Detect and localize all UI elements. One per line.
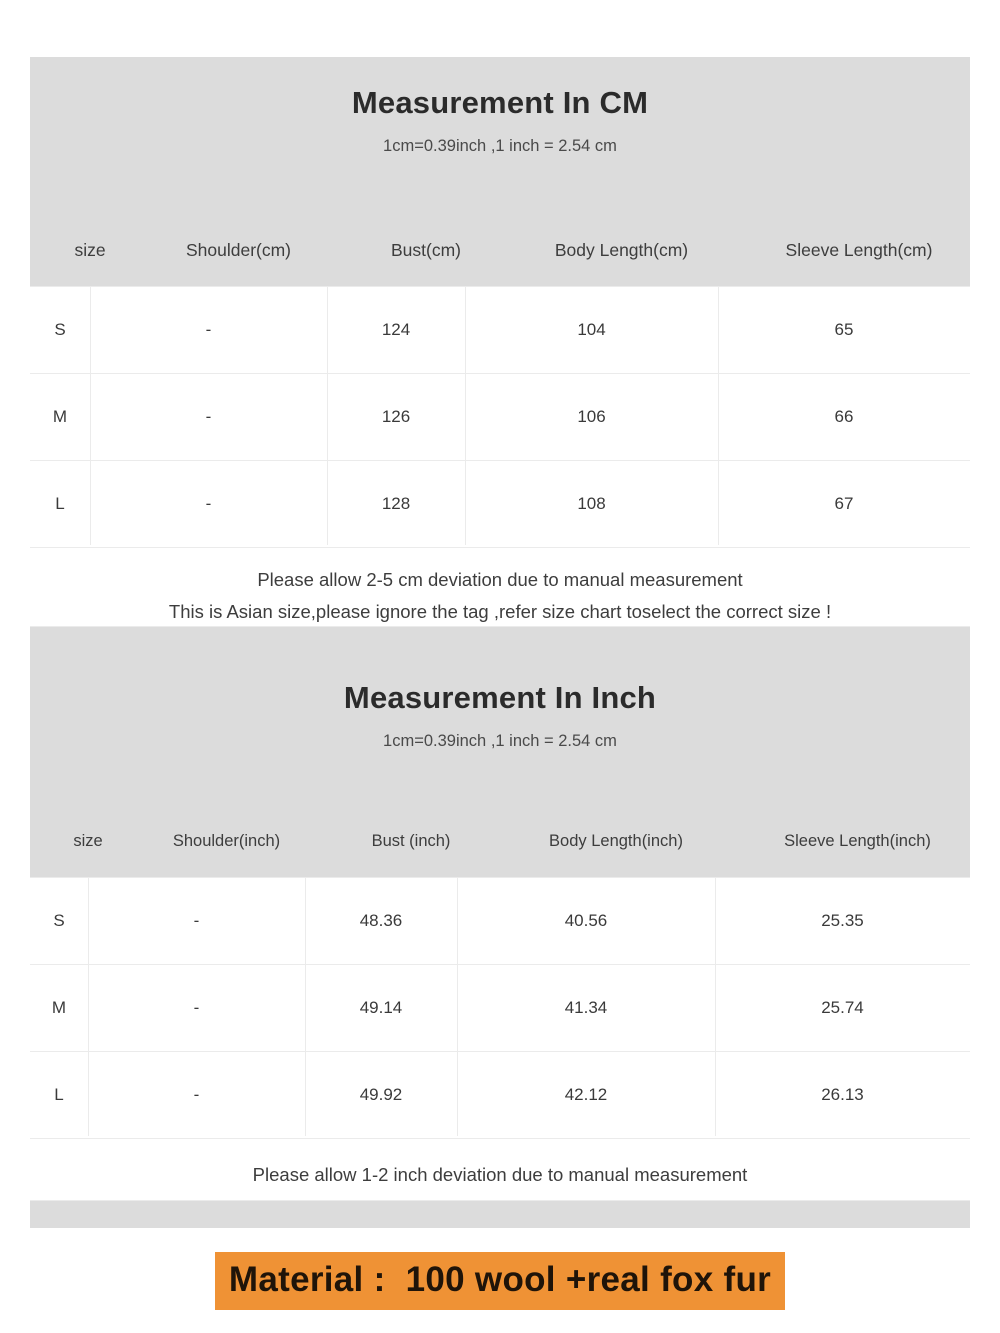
inch-cell-body-length: 41.34 <box>564 998 608 1017</box>
cm-cell-sleeve-length: 65 <box>834 320 854 339</box>
inch-cell-shoulder: - <box>193 998 200 1017</box>
table-row <box>30 965 970 1052</box>
table-row <box>30 878 970 965</box>
cm-cell-shoulder: - <box>205 494 212 513</box>
inch-cell-sleeve-length: 26.13 <box>821 1085 864 1104</box>
table-row <box>30 461 970 548</box>
inch-section <box>30 652 970 1228</box>
inch-cell-shoulder: - <box>193 1085 200 1104</box>
cm-cell-bust: 128 <box>381 494 411 513</box>
cm-cell-size: S <box>54 320 66 339</box>
cm-cell-shoulder: - <box>205 407 212 426</box>
inch-cell-size: M <box>51 998 67 1017</box>
table-row <box>30 1052 970 1139</box>
cm-cell-bust: 124 <box>381 320 411 339</box>
cm-note-line-1: Please allow 2-5 cm deviation due to manual measurement <box>257 569 743 590</box>
inch-cell-body-length: 42.12 <box>564 1085 608 1104</box>
inch-cell-size: L <box>54 1085 64 1104</box>
cm-section <box>30 57 970 652</box>
cm-cell-size: L <box>55 494 65 513</box>
cm-cell-bust: 126 <box>381 407 411 426</box>
cm-cell-sleeve-length: 67 <box>834 494 854 513</box>
cm-column-header-bust: Bust(cm) <box>391 240 461 260</box>
table-row <box>30 287 970 374</box>
inch-cell-bust: 49.92 <box>359 1085 403 1104</box>
cm-cell-size: M <box>52 407 68 426</box>
cm-note-line-2: This is Asian size,please ignore the tag ,refer size chart toselect the correct size ! <box>168 601 832 622</box>
inch-note-block <box>30 1139 970 1201</box>
inch-cell-sleeve-length: 25.35 <box>821 911 864 930</box>
inch-column-header-body-length: Body Length(inch) <box>549 832 683 850</box>
inch-column-header-bust: Bust (inch) <box>371 832 451 850</box>
cm-note-block <box>30 548 970 627</box>
inch-cell-size: S <box>53 911 65 930</box>
inch-cell-bust: 48.36 <box>359 911 403 930</box>
cm-section-subtitle: 1cm=0.39inch ,1 inch = 2.54 cm <box>383 137 617 155</box>
cm-cell-body-length: 108 <box>577 494 606 513</box>
inch-cell-bust: 49.14 <box>359 998 403 1017</box>
cm-table-body <box>30 286 970 548</box>
cm-column-header-shoulder: Shoulder(cm) <box>185 240 292 260</box>
inch-table-body <box>30 877 970 1139</box>
cm-cell-body-length: 104 <box>577 320 606 339</box>
inch-cell-shoulder: - <box>193 911 200 930</box>
cm-column-header-sleeve-length: Sleeve Length(cm) <box>785 240 933 260</box>
material-banner-wrap <box>0 1252 1000 1310</box>
cm-section-title: Measurement In CM <box>351 85 649 120</box>
cm-cell-shoulder: - <box>205 320 212 339</box>
inch-table-header-row <box>30 805 970 877</box>
cm-column-header-size: size <box>74 240 106 260</box>
inch-column-header-sleeve-length: Sleeve Length(inch) <box>784 832 931 850</box>
inch-column-header-shoulder: Shoulder(inch) <box>172 832 281 850</box>
inch-column-header-size: size <box>73 832 103 850</box>
table-row <box>30 374 970 461</box>
material-banner: Material : 100 wool +real fox fur <box>215 1252 785 1310</box>
inch-section-subtitle: 1cm=0.39inch ,1 inch = 2.54 cm <box>383 732 617 750</box>
inch-cell-sleeve-length: 25.74 <box>821 998 864 1017</box>
cm-column-header-body-length: Body Length(cm) <box>554 240 689 260</box>
inch-note-line-1: Please allow 1-2 inch deviation due to manual measurement <box>252 1164 748 1185</box>
cm-cell-sleeve-length: 66 <box>834 407 854 426</box>
inch-cell-body-length: 40.56 <box>564 911 608 930</box>
cm-table-header-row <box>30 214 970 286</box>
inch-section-title: Measurement In Inch <box>343 680 657 715</box>
cm-cell-body-length: 106 <box>577 407 606 426</box>
